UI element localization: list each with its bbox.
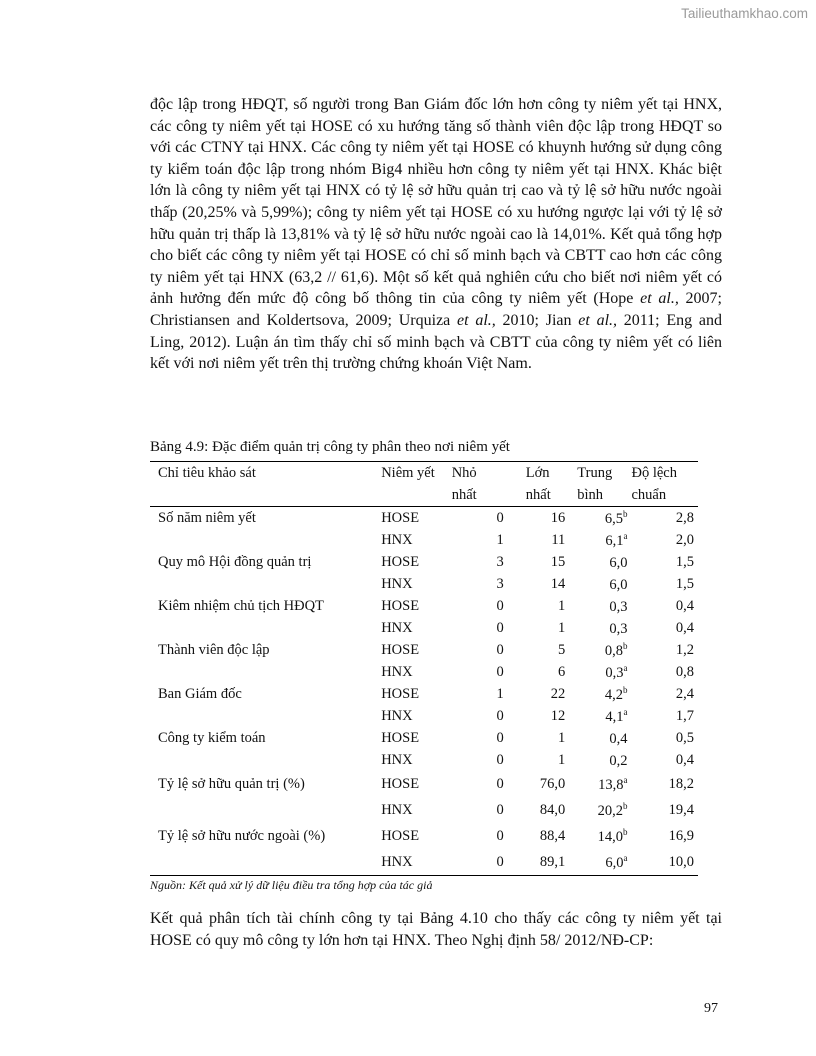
row-sd: 19,4 [668,801,694,818]
paragraph-listing-analysis [150,94,722,375]
table-row [150,683,698,705]
table-row [150,595,698,617]
row-mean [565,771,629,797]
row-min: 0 [496,827,504,844]
row-max: 14 [550,575,566,592]
row-sd: 2,0 [675,531,694,548]
row-exchange: HNX [381,531,413,548]
para-text-1: độc lập trong HĐQT, số người trong Ban Giám đốc lớn hơn công ty niêm yết tại HNX, các công ty niêm yết tại HOSE có xu hướng tăng số thành viên độc lập trong HĐQT so với các CTNY tại HNX. Các công ty niêm yết tại HOSE có khuynh hướng sử dụng công ty kiểm toán độc lập trong nhóm Big4 nhiều hơn công ty niêm yết tại HNX. Khác biệt lớn là công ty niêm yết tại HNX có tỷ lệ sở hữu quản trị cao và tỷ lệ sở hữu nước ngoài thấp (20,25% và 5,99%); công ty niêm yết tại HOSE có xu hướng ngược lại với tỷ lệ sở hữu quản trị thấp là 13,81% và tỷ lệ sở hữu nước ngoài cao là 14,01%. Kết quả tổng hợp cho biết các công ty niêm yết tại HOSE có chỉ số minh bạch và CBTT cao hơn các công ty niêm yết tại HNX (63,2 // 61,6). Một số kết quả nghiên cứu cho biết nơi niêm yết có ảnh hưởng đến mức độ công bố thông tin của công ty niêm yết (Hope [150,96,722,308]
row-sd: 18,2 [668,775,694,792]
table-source-note: Nguồn: Kết quả xử lý dữ liệu điều tra tổng hợp của tác giả [150,878,433,892]
row-min: 0 [496,641,504,658]
row-sd: 16,9 [668,827,694,844]
header-max: Lớn nhất [525,465,551,503]
row-sd: 1,5 [675,575,694,592]
para-text-4: 2011; Eng and Ling, 2012). Luận án tìm thấy chỉ số minh bạch và CBTT của công ty niêm yết có liên kết với nơi niêm yết trên thị trường chứng khoán Việt Nam. [150,311,722,373]
mean-value: 14,0 [597,828,623,845]
row-exchange: HOSE [381,509,420,526]
row-mean [565,661,629,683]
row-mean [565,683,629,705]
row-max: 1 [558,751,566,768]
table-row [150,639,698,661]
citation-etal-2: et al., [457,311,496,329]
para-text-3: 2010; Jian [495,311,579,329]
row-mean [565,551,629,573]
significance-mark: a [623,774,628,785]
row-mean [565,573,629,595]
row-sd: 2,4 [675,685,694,702]
mean-value: 20,2 [597,802,623,819]
page-number: 97 [704,1001,718,1016]
row-sd: 2,8 [675,509,694,526]
row-indicator: Công ty kiểm toán [158,729,266,746]
header-mean: Trung bình [577,465,613,503]
row-max: 1 [558,619,566,636]
row-indicator [150,849,381,876]
mean-value: 6,5 [604,510,623,527]
row-exchange: HNX [381,575,413,592]
watermark-text: Tailieuthamkhao.com [681,6,808,21]
header-indicator: Chỉ tiêu khảo sát [158,465,256,481]
row-min: 0 [496,707,504,724]
citation-etal-1: et al., [640,290,679,308]
row-min: 0 [496,729,504,746]
header-min: Nhỏ nhất [451,465,477,503]
table-row [150,617,698,639]
table-row [150,661,698,683]
table-row [150,573,698,595]
row-sd: 0,4 [675,597,694,614]
row-indicator [150,529,381,551]
mean-value: 6,0 [609,554,628,571]
row-exchange: HOSE [381,775,420,792]
mean-value: 6,1 [605,532,624,549]
table-row [150,705,698,727]
row-exchange: HOSE [381,685,420,702]
row-max: 11 [551,531,566,548]
row-indicator [150,661,381,683]
row-indicator [150,797,381,823]
row-max: 15 [550,553,566,570]
row-max: 84,0 [539,801,566,818]
significance-mark: a [623,852,628,863]
mean-value: 0,4 [609,730,628,747]
row-min: 3 [496,553,504,570]
row-min: 0 [496,853,504,870]
row-min: 0 [496,801,504,818]
mean-value: 0,3 [609,598,628,615]
row-mean [565,639,629,661]
row-min: 0 [496,619,504,636]
row-mean [565,507,629,530]
header-exchange: Niêm yết [381,465,435,481]
row-exchange: HOSE [381,641,420,658]
row-mean [565,749,629,771]
row-mean [565,595,629,617]
table-row [150,797,698,823]
row-indicator: Thành viên độc lập [158,641,270,658]
significance-mark: a [623,706,628,717]
row-mean [565,823,629,849]
row-max: 6 [558,663,566,680]
table-row [150,551,698,573]
para-text-2: 2007; Christiansen and Koldertsova, 2009; Urquiza [150,290,722,329]
row-max: 5 [558,641,566,658]
row-exchange: HNX [381,619,413,636]
row-sd: 0,5 [675,729,694,746]
row-exchange: HNX [381,707,413,724]
significance-mark: b [623,826,628,837]
row-exchange: HNX [381,853,413,870]
row-mean [565,529,629,551]
table-row [150,823,698,849]
mean-value: 0,8 [604,642,623,659]
row-max: 22 [550,685,566,702]
table-row [150,507,698,530]
row-min: 1 [496,685,504,702]
row-min: 3 [496,575,504,592]
row-indicator [150,705,381,727]
mean-value: 6,0 [605,854,624,871]
row-max: 1 [558,597,566,614]
row-indicator [150,617,381,639]
row-min: 0 [496,663,504,680]
row-mean [565,849,629,876]
row-indicator: Tỷ lệ sở hữu quản trị (%) [158,775,305,792]
row-sd: 1,5 [675,553,694,570]
row-mean [565,727,629,749]
table-row [150,529,698,551]
mean-value: 0,3 [609,620,628,637]
mean-value: 0,3 [605,664,624,681]
significance-mark: b [623,640,628,651]
row-sd: 0,8 [675,663,694,680]
row-sd: 10,0 [668,853,694,870]
row-indicator: Số năm niêm yết [158,509,256,526]
table-header-row [150,462,698,507]
row-max: 76,0 [539,775,566,792]
citation-etal-3: et al., [578,311,618,329]
row-indicator: Quy mô Hội đồng quản trị [158,553,312,570]
row-indicator [150,573,381,595]
paragraph-financial-analysis: Kết quả phân tích tài chính công ty tại Bảng 4.10 cho thấy các công ty niêm yết tại HOSE có quy mô công ty lớn hơn tại HNX. Theo Nghị định 58/ 2012/NĐ-CP: [150,910,722,949]
row-min: 0 [496,597,504,614]
table-caption: Bảng 4.9: Đặc điểm quản trị công ty phân theo nơi niêm yết [150,439,510,455]
row-sd: 1,2 [675,641,694,658]
row-exchange: HNX [381,751,413,768]
row-min: 0 [496,509,504,526]
row-sd: 0,4 [675,751,694,768]
row-sd: 1,7 [675,707,694,724]
significance-mark: a [623,530,628,541]
significance-mark: b [623,508,628,519]
governance-table [150,461,698,876]
table-row [150,771,698,797]
row-min: 0 [496,751,504,768]
row-min: 0 [496,775,504,792]
row-indicator: Tỷ lệ sở hữu nước ngoài (%) [158,827,326,844]
table-row [150,849,698,876]
significance-mark: b [623,684,628,695]
row-indicator: Ban Giám đốc [158,685,242,702]
row-max: 1 [558,729,566,746]
row-max: 88,4 [539,827,566,844]
mean-value: 13,8 [598,776,624,793]
row-sd: 0,4 [675,619,694,636]
row-min: 1 [496,531,504,548]
row-exchange: HOSE [381,729,420,746]
row-exchange: HOSE [381,597,420,614]
row-max: 89,1 [539,853,566,870]
mean-value: 4,1 [605,708,624,725]
row-exchange: HOSE [381,827,420,844]
significance-mark: b [623,800,628,811]
table-row [150,727,698,749]
row-indicator: Kiêm nhiệm chủ tịch HĐQT [158,597,324,614]
table-row [150,749,698,771]
row-max: 16 [550,509,566,526]
row-mean [565,617,629,639]
row-mean [565,705,629,727]
row-exchange: HNX [381,663,413,680]
row-indicator [150,749,381,771]
row-max: 12 [550,707,566,724]
mean-value: 0,2 [609,752,628,769]
significance-mark: a [623,662,628,673]
header-sd: Độ lệch chuẩn [631,465,677,503]
row-mean [565,797,629,823]
row-exchange: HOSE [381,553,420,570]
mean-value: 4,2 [604,686,623,703]
mean-value: 6,0 [609,576,628,593]
row-exchange: HNX [381,801,413,818]
